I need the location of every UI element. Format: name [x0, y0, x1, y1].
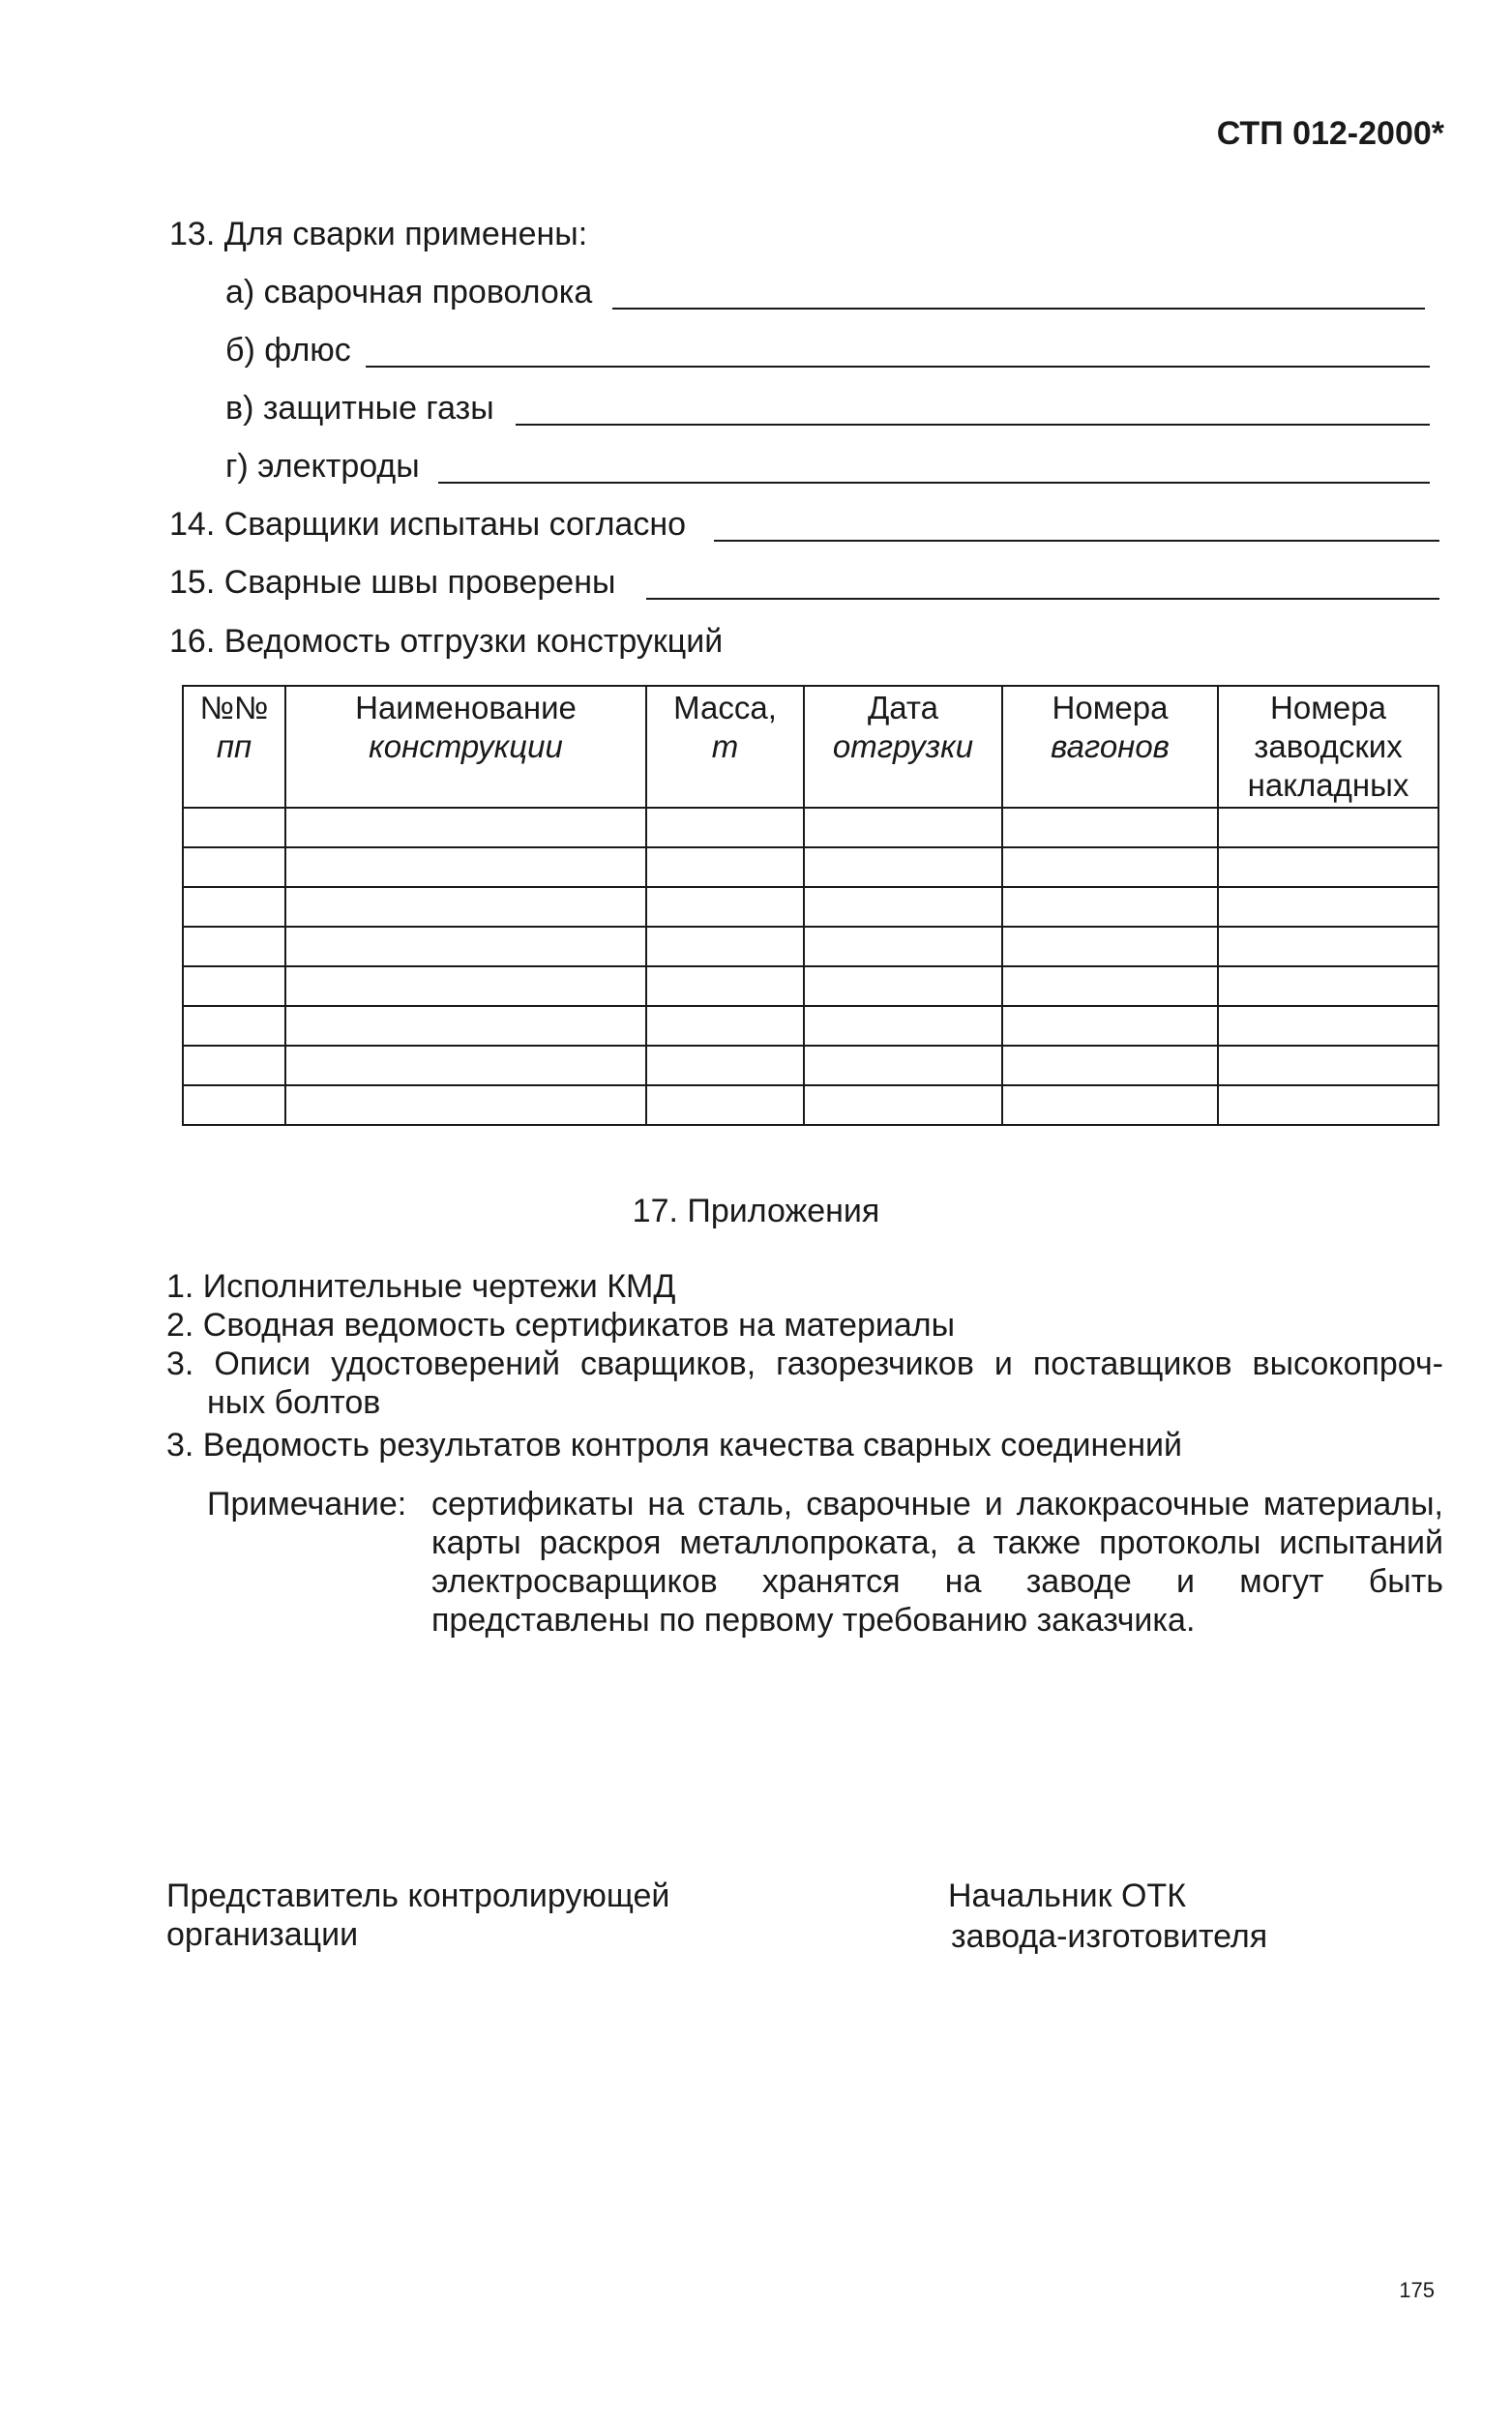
table-cell: [183, 808, 285, 847]
table-cell: [804, 1085, 1002, 1125]
column-header-line: т: [711, 728, 739, 764]
table-row: [183, 1046, 1438, 1085]
table-cell: [1002, 808, 1218, 847]
column-header-number: [183, 686, 285, 808]
column-header-wagons: [1002, 686, 1218, 808]
table-cell: [646, 887, 804, 927]
table-cell: [285, 927, 646, 966]
table-cell: [1002, 1085, 1218, 1125]
table-cell: [1218, 1046, 1438, 1085]
column-header-line: накладных: [1247, 767, 1409, 803]
table-cell: [804, 887, 1002, 927]
list-item: ных болтов: [207, 1384, 381, 1421]
table-header-row: [183, 686, 1438, 808]
note-label: Примечание:: [207, 1486, 407, 1523]
flux-blank: [366, 366, 1430, 368]
table-cell: [285, 1006, 646, 1046]
table-cell: [646, 966, 804, 1006]
list-item: 1. Исполнительные чертежи КМД: [166, 1268, 676, 1305]
note-line: карты раскроя металлопроката, а также протоколы испытаний: [431, 1524, 1443, 1561]
column-header-line: заводских: [1254, 728, 1403, 764]
table-cell: [285, 1046, 646, 1085]
table-cell: [1002, 966, 1218, 1006]
attachments-list: [166, 1267, 1443, 1464]
signature-left-title: Представитель контролирующей: [166, 1878, 670, 1914]
column-header-line: конструкции: [369, 728, 563, 764]
table-cell: [804, 1006, 1002, 1046]
table-cell: [285, 1085, 646, 1125]
column-header-name: [285, 686, 646, 808]
table-cell: [1002, 927, 1218, 966]
note-line: сертификаты на сталь, сварочные и лакокрасочные материалы,: [431, 1486, 1443, 1523]
column-header-mass: [646, 686, 804, 808]
column-header-line: Наименование: [355, 690, 577, 725]
section-15-blank: [646, 598, 1439, 600]
page-number: 175: [1399, 2278, 1435, 2302]
document-code: СТП 012-2000*: [1216, 115, 1444, 152]
list-item: 3. Описи удостоверений сварщиков, газорезчиков и поставщиков высокопроч-: [166, 1346, 1443, 1382]
column-header-invoices: [1218, 686, 1438, 808]
flux-label: б) флюс: [225, 332, 351, 369]
table-cell: [1002, 887, 1218, 927]
signature-right-title: Начальник ОТК: [948, 1878, 1187, 1914]
table-cell: [646, 1046, 804, 1085]
table-cell: [646, 847, 804, 887]
shielding-gases-blank: [516, 424, 1430, 426]
list-item: 3. Ведомость результатов контроля качества сварных соединений: [166, 1427, 1182, 1464]
table-row: [183, 927, 1438, 966]
table-cell: [1218, 808, 1438, 847]
table-cell: [285, 808, 646, 847]
table-cell: [285, 887, 646, 927]
signature-left-subtitle: организации: [166, 1916, 359, 1953]
table-cell: [285, 847, 646, 887]
table-cell: [285, 966, 646, 1006]
table-cell: [804, 1046, 1002, 1085]
section-16-title: 16. Ведомость отгрузки конструкций: [169, 623, 724, 660]
signature-right-subtitle: завода-изготовителя: [951, 1918, 1268, 1955]
table-cell: [183, 1046, 285, 1085]
column-header-line: Номера: [1270, 690, 1386, 725]
table-cell: [646, 927, 804, 966]
section-17-title: 17. Приложения: [632, 1193, 880, 1229]
section-14-blank: [714, 540, 1439, 542]
table-cell: [1218, 1006, 1438, 1046]
table-cell: [1218, 1085, 1438, 1125]
table-cell: [1218, 966, 1438, 1006]
table-cell: [183, 1085, 285, 1125]
table-cell: [1002, 1046, 1218, 1085]
table-cell: [183, 887, 285, 927]
list-item: 2. Сводная ведомость сертификатов на материалы: [166, 1307, 956, 1344]
note-line: электросварщиков хранятся на заводе и могут быть: [431, 1563, 1443, 1600]
table-cell: [646, 1006, 804, 1046]
table-row: [183, 1085, 1438, 1125]
table-cell: [1002, 1006, 1218, 1046]
electrodes-blank: [438, 482, 1430, 484]
column-header-date: [804, 686, 1002, 808]
table-row: [183, 966, 1438, 1006]
table-cell: [804, 847, 1002, 887]
column-header-line: Дата: [867, 690, 939, 725]
table-row: [183, 887, 1438, 927]
shielding-gases-label: в) защитные газы: [225, 390, 494, 427]
table-cell: [1218, 847, 1438, 887]
table-cell: [646, 1085, 804, 1125]
note-line: представлены по первому требованию заказчика.: [431, 1602, 1196, 1639]
column-header-line: Масса,: [673, 690, 777, 725]
table-cell: [1002, 847, 1218, 887]
table-cell: [1218, 887, 1438, 927]
column-header-line: №№: [199, 690, 269, 725]
section-15-label: 15. Сварные швы проверены: [169, 564, 616, 601]
table-cell: [804, 808, 1002, 847]
note-body: [431, 1485, 1443, 1649]
table-cell: [183, 1006, 285, 1046]
table-cell: [183, 966, 285, 1006]
section-14-label: 14. Сварщики испытаны согласно: [169, 506, 687, 543]
table-cell: [804, 966, 1002, 1006]
section-13-title: 13. Для сварки применены:: [169, 216, 588, 252]
table-cell: [183, 927, 285, 966]
table-row: [183, 808, 1438, 847]
table-cell: [1218, 927, 1438, 966]
table-cell: [183, 847, 285, 887]
table-cell: [646, 808, 804, 847]
column-header-line: пп: [216, 728, 252, 764]
shipment-table: [182, 685, 1439, 1126]
electrodes-label: г) электроды: [225, 448, 420, 485]
column-header-line: отгрузки: [832, 728, 974, 764]
welding-wire-label: а) сварочная проволока: [225, 274, 593, 311]
table-row: [183, 847, 1438, 887]
table-row: [183, 1006, 1438, 1046]
welding-wire-blank: [612, 308, 1425, 310]
table-cell: [804, 927, 1002, 966]
column-header-line: Номера: [1052, 690, 1169, 725]
column-header-line: вагонов: [1051, 728, 1170, 764]
